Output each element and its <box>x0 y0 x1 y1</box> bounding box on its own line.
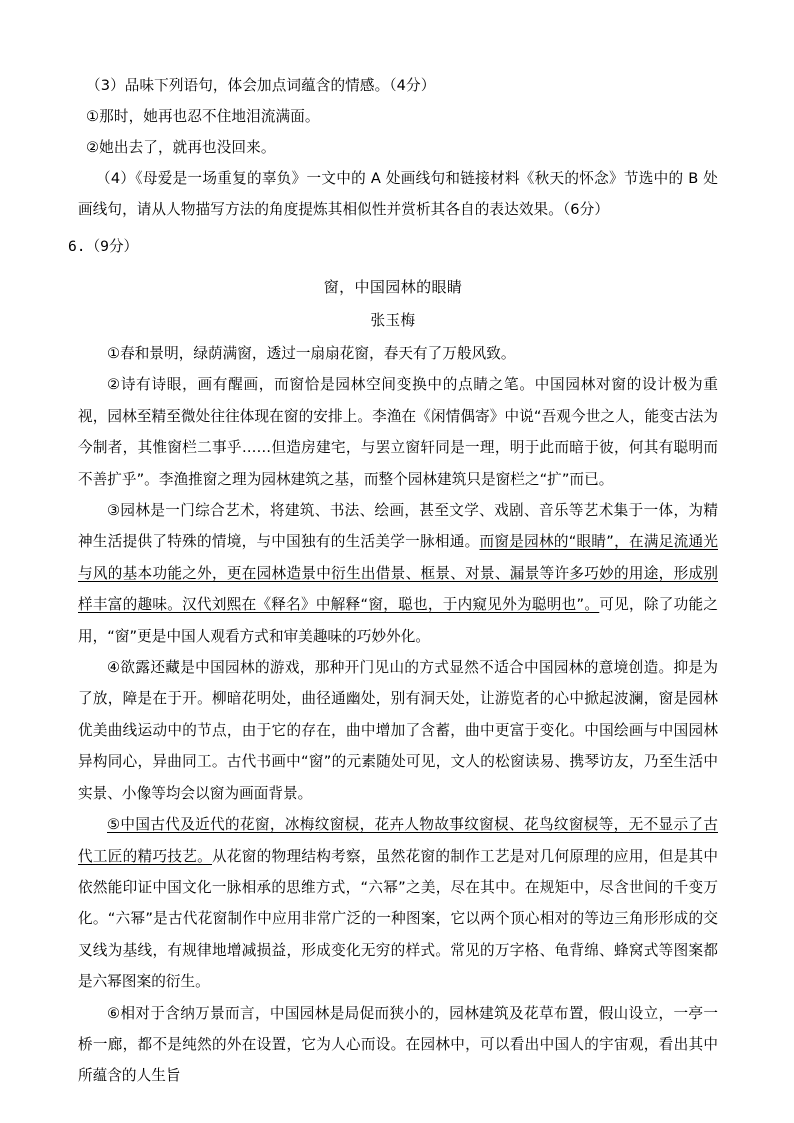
text-run: ②诗有诗眼，画有醒画，而窗恰是园林空间变换中的点睛之笔。中国园林对窗的设计极为重视，园林至精至微处往往体现在窗的安排上。李渔在《闲情偶寄》中说“吾观今世之人，能变古法为今制者，其惟窗栏二事乎……但造房建宅，与罢立窗轩同是一理，明于此而暗于彼，何其有聪明而不善扩乎”。李渔推窗之理为园林建筑之基，而整个园林建筑只是窗栏之“扩”而已。 <box>78 376 718 488</box>
text-run: ⑥相对于含纳万景而言，中国园林是局促而狭小的，园林建筑及花草布置，假山设立，一亭一桥一廊，都不是纯然的外在设置，它为人心而设。在园林中，可以看出中国人的宇宙观，看出其中所蕴含的人生旨 <box>78 1004 718 1085</box>
article-author: 张玉梅 <box>370 312 416 329</box>
underlined-text-run: 而窗是园林的“眼睛”，在满足流通光与风的基本功能之外，更在园林造景中衍生出借景、框景、对景、漏景等许多巧妙的用途，形成别样丰富的趣味。汉代刘熙在《释名》中解释“窗，聪也，于内窥见外为聪明也”。 <box>78 533 718 614</box>
text-run: ③园林是一门综合艺术，将建筑、书法、绘画，甚至文学、戏剧、音乐等艺术集于一体，为精神生活提供了特殊的情境，与中国独有的生活美学一脉相通。 <box>78 502 718 551</box>
underlined-text-run: ⑤中国古代及近代的花窗，冰梅纹窗棂，花卉人物故事纹窗棂、花鸟纹窗棂等，无不显示了古代工匠的精巧技艺。 <box>78 816 718 865</box>
question-3-item-1: ①那时，她再也忍不住地泪流满面。 <box>86 108 320 125</box>
question-4-prompt: （4）《母爱是一场重复的辜负》一文中的 A 处画线句和链接材料《秋天的怀念》节选中的 B 处画线句，请从人物描写方法的角度提炼其相似性并赏析其各自的表达效果。（6分） <box>78 170 718 218</box>
question-3-item-2: ②她出去了，就再也没回来。 <box>86 139 276 156</box>
article-paragraph-3 <box>78 495 718 652</box>
question-3-prompt: （3）品味下列语句，体会加点词蕴含的情感。（4分） <box>86 77 436 94</box>
section-number: 6.（9分） <box>68 238 139 255</box>
article-body <box>68 338 718 1092</box>
article-paragraph-4 <box>78 652 718 809</box>
article-paragraph-6 <box>78 998 718 1092</box>
article-paragraph-5 <box>78 809 718 997</box>
article-title: 窗，中国园林的眼睛 <box>323 278 463 296</box>
article-paragraph-1 <box>78 338 718 369</box>
text-run: 可见，除了功能之用，“窗”更是中国人观看方式和审美趣味的巧妙外化。 <box>78 596 718 645</box>
text-run: ④欲露还藏是中国园林的游戏，那种开门见山的方式显然不适合中国园林的意境创造。抑是为了放，障是在于开。柳暗花明处，曲径通幽处，别有洞天处，让游览者的心中掀起波澜，窗是园林优美曲线运动中的节点，由于它的存在，曲中增加了含蓄，曲中更富于变化。中国绘画与中国园林异构同心，异曲同工。古代书画中“窗”的元素随处可见，文人的松窗读易、携琴访友，乃至生活中实景、小像等均会以窗为画面背景。 <box>78 659 718 802</box>
text-run: 从花窗的物理结构考察，虽然花窗的制作工艺是对几何原理的应用，但是其中依然能印证中国文化一脉相承的思维方式，“六幂”之美，尽在其中。在规矩中，尽含世间的千变万化。“六幂”是古代花窗制作中应用非常广泛的一种图案，它以两个顶心相对的等边三角形形成的交叉线为基线，有规律地增减损益，形成变化无穷的样式。常见的万字格、龟背绵、蜂窝式等图案都是六幂图案的衍生。 <box>78 847 719 991</box>
text-run: ①春和景明，绿荫满窗，透过一扇扇花窗，春天有了万般风致。 <box>107 345 516 362</box>
article-paragraph-2 <box>78 369 718 495</box>
